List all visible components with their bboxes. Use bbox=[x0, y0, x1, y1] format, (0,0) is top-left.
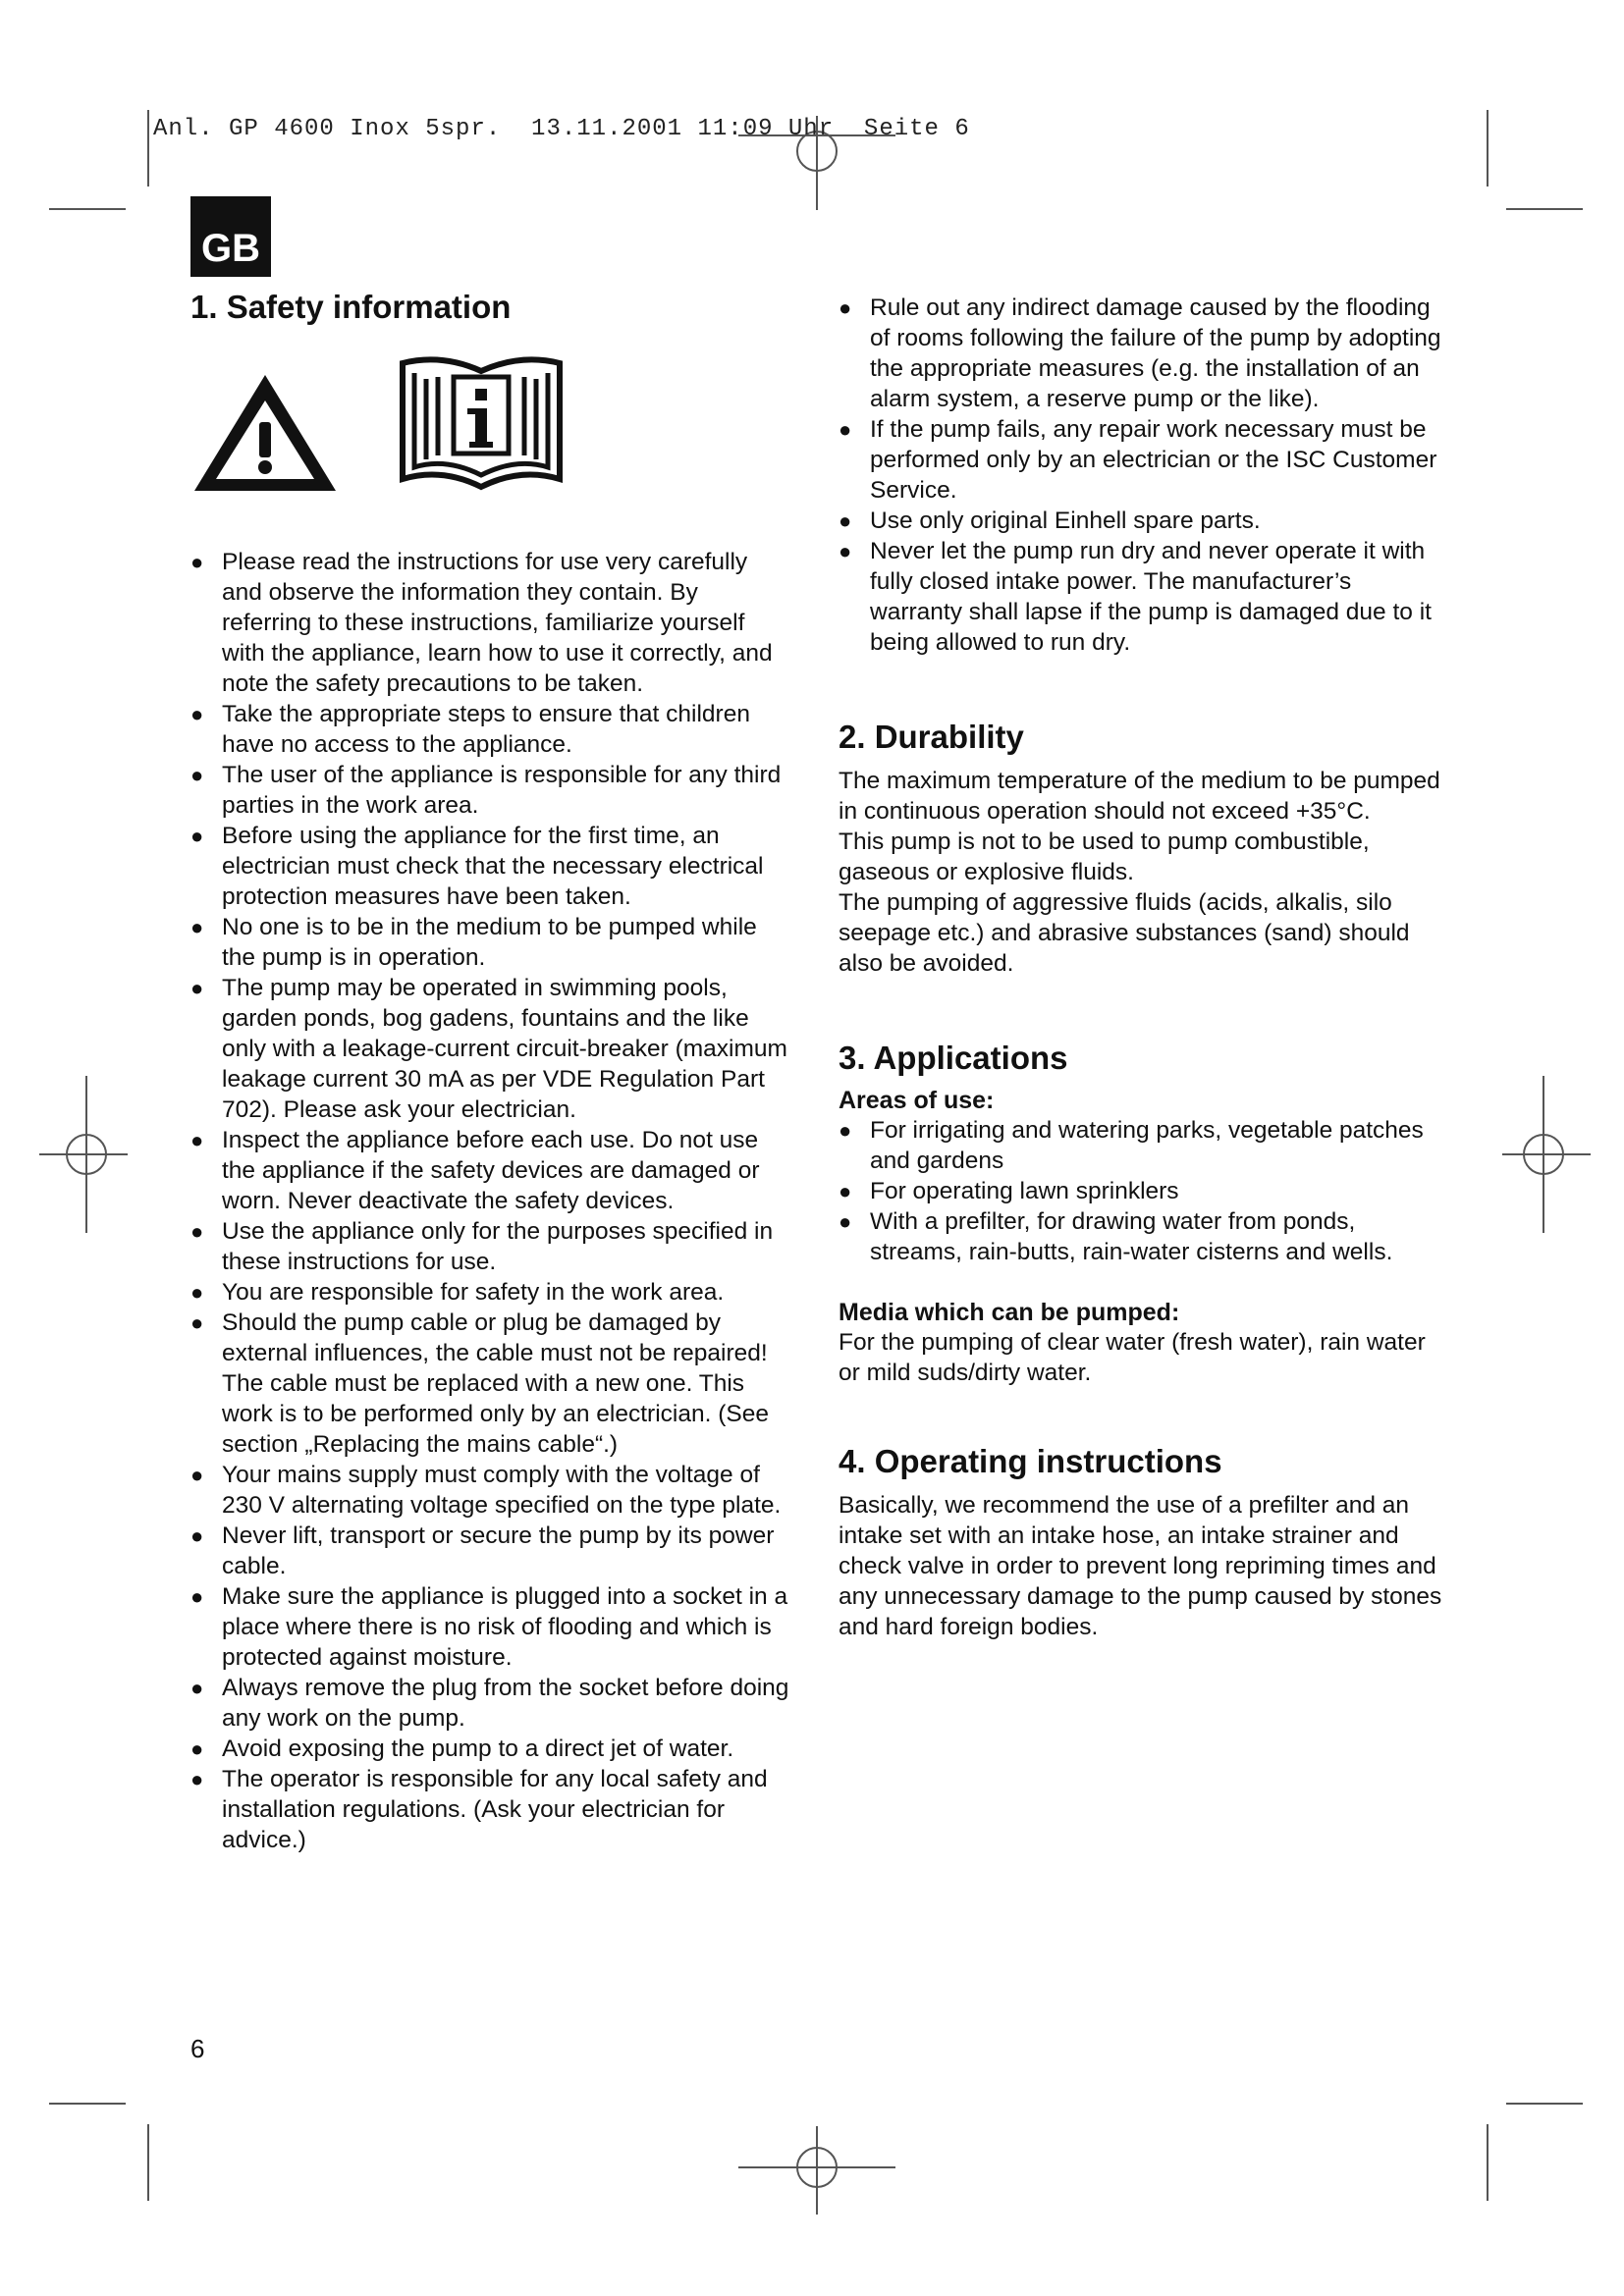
list-item: ● For operating lawn sprinklers bbox=[839, 1176, 1447, 1206]
areas-of-use-list bbox=[839, 1115, 1447, 1267]
list-item: ● No one is to be in the medium to be pumped while the pump is in operation. bbox=[190, 912, 789, 973]
safety-bullet-list bbox=[190, 547, 789, 1855]
registration-mark-bottom bbox=[738, 2126, 895, 2215]
list-item: ● Your mains supply must comply with the voltage of 230 V alternating voltage specified on the type plate. bbox=[190, 1460, 789, 1521]
durability-paragraph: The pumping of aggressive fluids (acids, alkalis, silo seepage etc.) and abrasive substances (sand) should also be avoided. bbox=[839, 889, 1410, 977]
list-item: ● Never let the pump run dry and never operate it with fully closed intake power. The manufacturer’s warranty shall lapse if the pump is damaged due to it being allowed to run dry. bbox=[839, 536, 1447, 658]
list-item: ● Inspect the appliance before each use. Do not use the appliance if the safety devices are damaged or worn. Never deactivate the safety devices. bbox=[190, 1125, 789, 1216]
list-item: ● You are responsible for safety in the work area. bbox=[190, 1277, 789, 1308]
list-item: ● Should the pump cable or plug be damaged by external influences, the cable must not be repaired! The cable must be replaced with a new one. This work is to be performed only by an electrician. (See section „Replacing the mains cable“.) bbox=[190, 1308, 789, 1460]
section-title-durability: 2. Durability bbox=[839, 719, 1024, 755]
list-item: ● Always remove the plug from the socket before doing any work on the pump. bbox=[190, 1673, 789, 1734]
list-item: ● Avoid exposing the pump to a direct jet of water. bbox=[190, 1734, 789, 1764]
crop-mark bbox=[147, 2124, 149, 2201]
section-title-safety: 1. Safety information bbox=[190, 289, 512, 325]
crop-mark bbox=[49, 208, 126, 210]
list-item: ● Please read the instructions for use very carefully and observe the information they contain. By referring to these instructions, familiarize yourself with the appliance, learn how to use it correctly, and note the safety precautions to be taken. bbox=[190, 547, 789, 699]
warning-triangle-icon bbox=[190, 369, 340, 502]
section-title-applications: 3. Applications bbox=[839, 1040, 1068, 1076]
left-column bbox=[190, 289, 789, 1855]
crop-mark bbox=[147, 110, 149, 187]
media-heading: Media which can be pumped: bbox=[839, 1299, 1180, 1326]
list-item: ● Use only original Einhell spare parts. bbox=[839, 506, 1447, 536]
media-text: For the pumping of clear water (fresh water), rain water or mild suds/dirty water. bbox=[839, 1329, 1426, 1386]
list-item: ● The user of the appliance is responsible for any third parties in the work area. bbox=[190, 760, 789, 821]
safety-bullet-list-continued bbox=[839, 293, 1447, 658]
list-item: ● The pump may be operated in swimming pools, garden ponds, bog gadens, fountains and the like only with a leakage-current circuit-breaker (maximum leakage current 30 mA as per VDE Regulation Part 702). Please ask your electrician. bbox=[190, 973, 789, 1125]
list-item: ● Take the appropriate steps to ensure that children have no access to the appliance. bbox=[190, 699, 789, 760]
list-item: ● Rule out any indirect damage caused by the flooding of rooms following the failure of the pump by adopting the appropriate measures (e.g. the installation of an alarm system, a reserve pump or the like). bbox=[839, 293, 1447, 414]
crop-mark bbox=[1487, 110, 1489, 187]
right-column bbox=[839, 293, 1447, 1642]
registration-mark-left bbox=[39, 1076, 128, 1233]
operating-text: Basically, we recommend the use of a prefilter and an intake set with an intake hose, an intake strainer and check valve in order to prevent long repriming times and any unnecessary damage to the pump caused by stones and hard foreign bodies. bbox=[839, 1492, 1442, 1640]
list-item: ● The operator is responsible for any local safety and installation regulations. (Ask your electrician for advice.) bbox=[190, 1764, 789, 1855]
list-item: ● If the pump fails, any repair work necessary must be performed only by an electrician or the ISC Customer Service. bbox=[839, 414, 1447, 506]
registration-mark-right bbox=[1502, 1076, 1591, 1233]
list-item: ● With a prefilter, for drawing water from ponds, streams, rain-butts, rain-water cisterns and wells. bbox=[839, 1206, 1447, 1267]
durability-paragraph: The maximum temperature of the medium to be pumped in continuous operation should not exceed +35°C. bbox=[839, 768, 1440, 825]
safety-icons bbox=[190, 353, 789, 502]
page-number: 6 bbox=[190, 2034, 205, 2063]
crop-mark bbox=[49, 2103, 126, 2105]
language-badge: GB bbox=[190, 196, 271, 277]
list-item: ● Never lift, transport or secure the pump by its power cable. bbox=[190, 1521, 789, 1581]
list-item: ● Before using the appliance for the first time, an electrician must check that the necessary electrical protection measures have been taken. bbox=[190, 821, 789, 912]
areas-of-use-heading: Areas of use: bbox=[839, 1087, 995, 1114]
print-slug: Anl. GP 4600 Inox 5spr. 13.11.2001 11:09 Uhr Seite 6 bbox=[153, 116, 970, 142]
durability-paragraph: This pump is not to be used to pump combustible, gaseous or explosive fluids. bbox=[839, 828, 1370, 885]
crop-mark bbox=[1506, 208, 1583, 210]
info-manual-icon bbox=[399, 353, 564, 502]
list-item: ● Use the appliance only for the purposes specified in these instructions for use. bbox=[190, 1216, 789, 1277]
section-title-operating: 4. Operating instructions bbox=[839, 1443, 1222, 1479]
list-item: ● For irrigating and watering parks, vegetable patches and gardens bbox=[839, 1115, 1447, 1176]
list-item: ● Make sure the appliance is plugged into a socket in a place where there is no risk of flooding and which is protected against moisture. bbox=[190, 1581, 789, 1673]
crop-mark bbox=[1506, 2103, 1583, 2105]
crop-mark bbox=[1487, 2124, 1489, 2201]
